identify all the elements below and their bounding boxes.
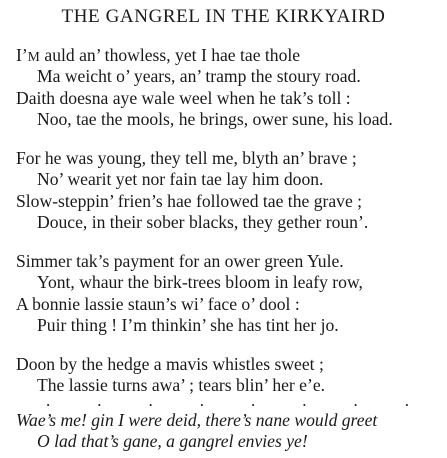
ellipsis-dot: . <box>353 391 358 410</box>
stanza-1-line-4: Noo, tae the mools, he brings, ower sune, his load. <box>37 109 393 129</box>
stanza-1-line-3: Daith doesna aye wale weel when he tak’s toll : <box>16 88 351 108</box>
ellipsis-dot: . <box>199 391 204 410</box>
stanza-3-line-2: Yont, whaur the birk-trees bloom in leafy row, <box>37 272 363 292</box>
stanza-1-line-2: Ma weicht o’ years, an’ tramp the stoury road. <box>37 66 361 86</box>
stanza-3-line-3: A bonnie lassie staun’s wi’ face o’ dool : <box>16 294 300 314</box>
stanza-2-line-1: For he was young, they tell me, blyth an’ brave ; <box>16 148 357 168</box>
stanza-2-line-3: Slow-steppin’ frien’s hae followed tae the grave ; <box>16 191 363 211</box>
small-caps-letter: M <box>27 49 41 64</box>
closing-line-2: O lad that’s gane, a gangrel envies ye! <box>37 431 308 451</box>
ellipsis-row <box>0 391 447 411</box>
stanza-2-line-2: No’ wearit yet nor fain tae lay him doon. <box>37 169 324 189</box>
ellipsis-dot: . <box>148 391 153 410</box>
stanza-3-line-1: Simmer tak’s payment for an ower green Yule. <box>16 251 344 271</box>
stanza-2-line-4: Douce, in their sober blacks, they gether roun’. <box>37 212 369 232</box>
stanza-4-line-1: Doon by the hedge a mavis whistles sweet ; <box>16 354 324 374</box>
line-text: auld an’ thowless, yet I hae tae thole <box>40 45 301 65</box>
stanza-3-line-4: Puir thing ! I’m thinkin’ she has tint her jo. <box>37 315 339 335</box>
drop-initial: I’ <box>16 45 28 65</box>
closing-line-1: Wae’s me! gin I were deid, there’s nane would greet <box>16 410 378 430</box>
stanza-4-line-2: The lassie turns awa’ ; tears blin’ her e’e. <box>37 375 326 395</box>
ellipsis-dot: . <box>46 391 51 410</box>
ellipsis-dot: . <box>302 391 307 410</box>
ellipsis-dot: . <box>97 391 102 410</box>
poem-title: THE GANGREL IN THE KIRKYAIRD <box>61 6 386 27</box>
ellipsis-dot: . <box>404 391 409 410</box>
ellipsis-dot: . <box>251 391 256 410</box>
